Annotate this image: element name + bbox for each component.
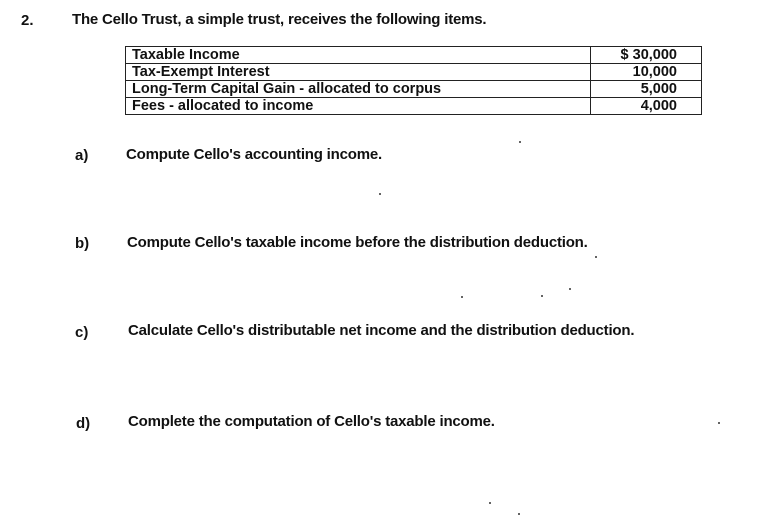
item-label: Taxable Income [126, 47, 591, 64]
part-c-letter: c) [75, 324, 89, 341]
table-row [126, 98, 702, 115]
table-row [126, 64, 702, 81]
scan-speck [379, 193, 381, 195]
part-a-letter: a) [75, 147, 89, 164]
table-row [126, 47, 702, 64]
part-b-letter: b) [75, 235, 90, 252]
item-amount: 10,000 [591, 64, 702, 81]
item-label: Fees - allocated to income [126, 98, 591, 115]
part-b-text: Compute Cello's taxable income before the distribution deduction. [127, 234, 588, 251]
scan-speck [519, 141, 521, 143]
part-d-letter: d) [76, 415, 91, 432]
scan-speck [718, 422, 720, 424]
scan-speck [541, 295, 543, 297]
scan-speck [461, 296, 463, 298]
part-d-text: Complete the computation of Cello's taxable income. [128, 413, 495, 430]
item-amount: 4,000 [591, 98, 702, 115]
question-intro: The Cello Trust, a simple trust, receives the following items. [72, 11, 487, 28]
scan-speck [569, 288, 571, 290]
item-amount: $ 30,000 [591, 47, 702, 64]
item-label: Long-Term Capital Gain - allocated to corpus [126, 81, 591, 98]
item-amount: 5,000 [591, 81, 702, 98]
scan-speck [489, 502, 491, 504]
table-row [126, 81, 702, 98]
part-c-text: Calculate Cello's distributable net income and the distribution deduction. [128, 322, 635, 339]
items-table [125, 46, 702, 115]
scan-speck [595, 256, 597, 258]
question-number: 2. [21, 12, 34, 29]
item-label: Tax-Exempt Interest [126, 64, 591, 81]
part-a-text: Compute Cello's accounting income. [126, 146, 382, 163]
